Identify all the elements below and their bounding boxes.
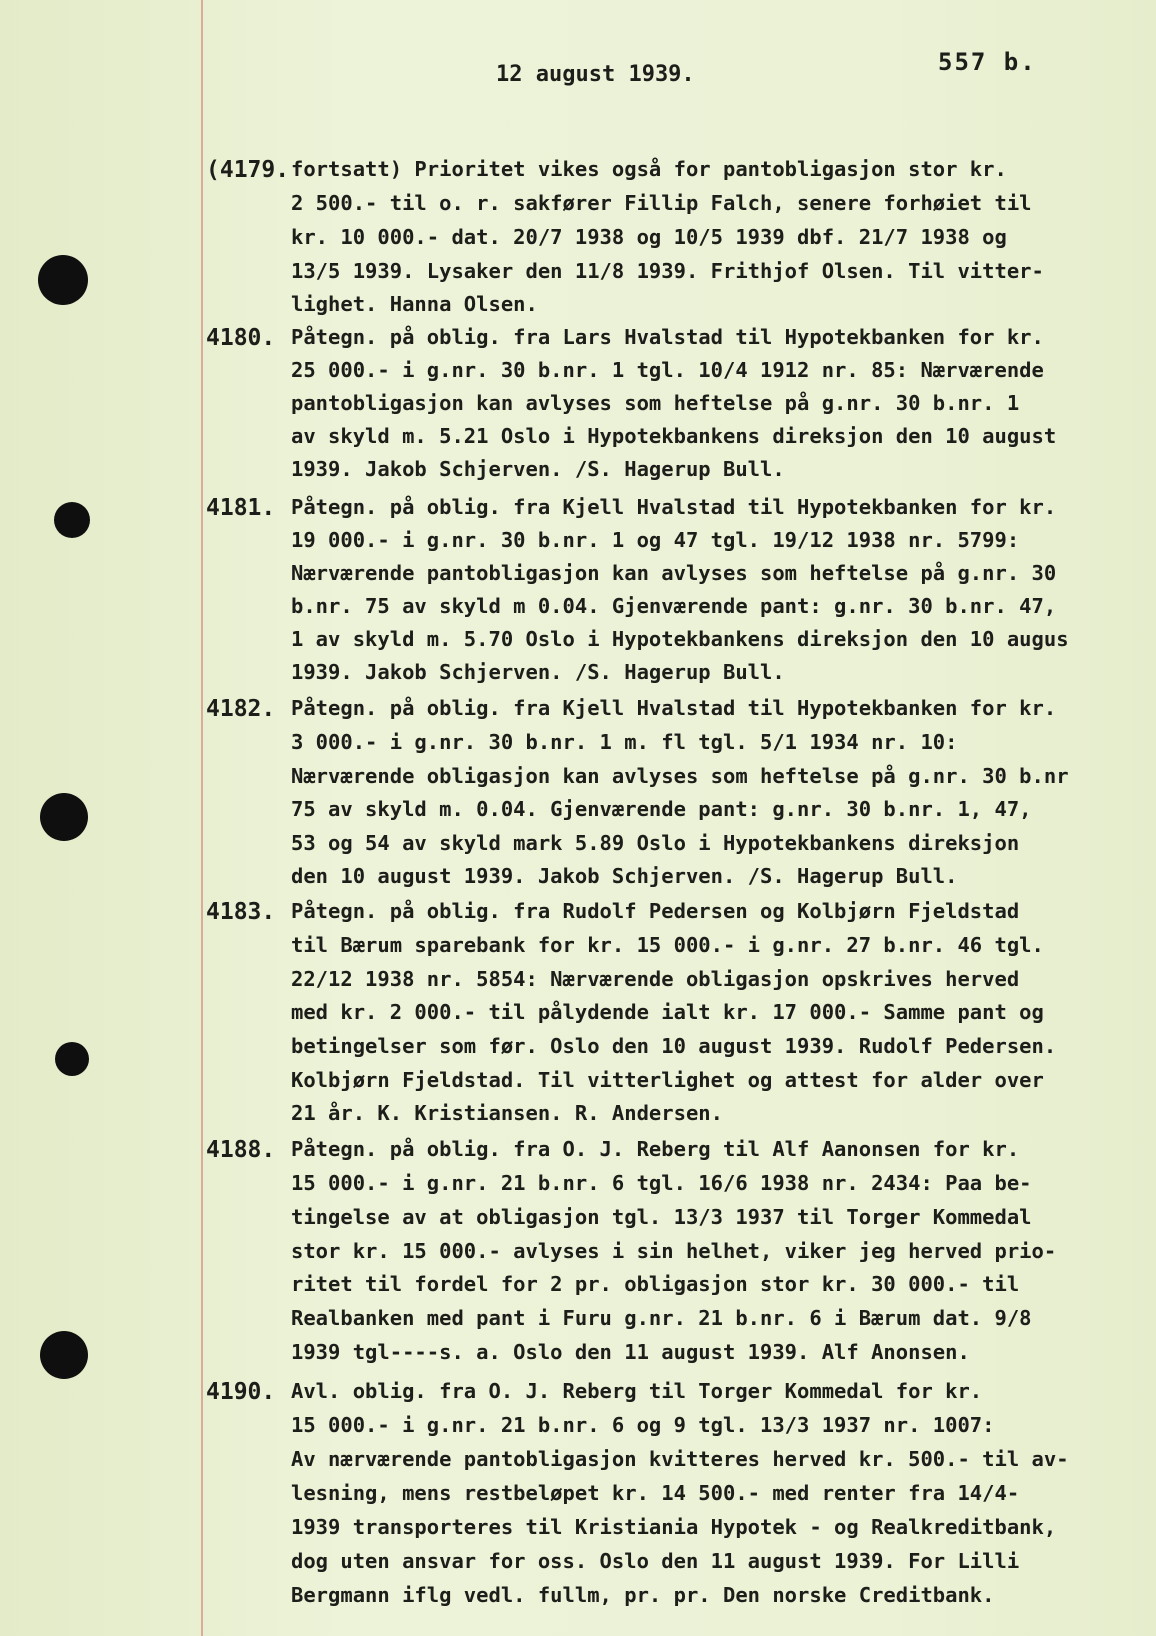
entry-line: 1939. Jakob Schjerven. /S. Hagerup Bull. <box>291 457 785 481</box>
entry-line: lighet. Hanna Olsen. <box>291 292 538 316</box>
entry-line: 1939. Jakob Schjerven. /S. Hagerup Bull. <box>291 660 785 684</box>
entry-number: (4179. <box>206 157 290 183</box>
entry-line: Påtegn. på oblig. fra Kjell Hvalstad til Hypotekbanken for kr. <box>291 495 1057 519</box>
entry-line: 2 500.- til o. r. sakfører Fillip Falch, senere forhøiet til <box>291 191 1032 215</box>
entry-line: Bergmann iflg vedl. fullm, pr. pr. Den norske Creditbank. <box>291 1583 995 1607</box>
binder-hole <box>55 1042 89 1076</box>
entry-line: Påtegn. på oblig. fra O. J. Reberg til Alf Aanonsen for kr. <box>291 1137 1020 1161</box>
entry-line: 25 000.- i g.nr. 30 b.nr. 1 tgl. 10/4 1912 nr. 85: Nærværende <box>291 358 1044 382</box>
entry-number: 4180. <box>206 325 276 351</box>
entry-line: av skyld m. 5.21 Oslo i Hypotekbankens direksjon den 10 august <box>291 424 1057 448</box>
entry-line: lesning, mens restbeløpet kr. 14 500.- med renter fra 14/4- <box>291 1481 1020 1505</box>
entry-line: til Bærum sparebank for kr. 15 000.- i g.nr. 27 b.nr. 46 tgl. <box>291 933 1044 957</box>
entry-line: 3 000.- i g.nr. 30 b.nr. 1 m. fl tgl. 5/1 1934 nr. 10: <box>291 730 958 754</box>
entry-line: med kr. 2 000.- til pålydende ialt kr. 17 000.- Samme pant og <box>291 1000 1044 1024</box>
entry-line: fortsatt) Prioritet vikes også for pantobligasjon stor kr. <box>291 157 1007 181</box>
page-date-header: 12 august 1939. <box>496 62 695 87</box>
binder-hole <box>40 793 88 841</box>
entry-line: 1939 tgl----s. a. Oslo den 11 august 1939. Alf Anonsen. <box>291 1340 970 1364</box>
entry-line: 53 og 54 av skyld mark 5.89 Oslo i Hypotekbankens direksjon <box>291 831 1020 855</box>
entry-line: Påtegn. på oblig. fra Rudolf Pedersen og Kolbjørn Fjeldstad <box>291 899 1020 923</box>
entry-line: 21 år. K. Kristiansen. R. Andersen. <box>291 1101 723 1125</box>
entry-line: 22/12 1938 nr. 5854: Nærværende obligasjon opskrives herved <box>291 967 1020 991</box>
binder-hole <box>40 1331 88 1379</box>
entry-line: 75 av skyld m. 0.04. Gjenværende pant: g.nr. 30 b.nr. 1, 47, <box>291 797 1032 821</box>
entry-number: 4181. <box>206 495 276 521</box>
entry-line: 15 000.- i g.nr. 21 b.nr. 6 tgl. 16/6 1938 nr. 2434: Paa be- <box>291 1171 1032 1195</box>
entry-line: Realbanken med pant i Furu g.nr. 21 b.nr. 6 i Bærum dat. 9/8 <box>291 1306 1032 1330</box>
entry-line: kr. 10 000.- dat. 20/7 1938 og 10/5 1939 dbf. 21/7 1938 og <box>291 225 1007 249</box>
entry-line: Avl. oblig. fra O. J. Reberg til Torger Kommedal for kr. <box>291 1379 983 1403</box>
entry-line: Av nærværende pantobligasjon kvitteres herved kr. 500.- til av- <box>291 1447 1069 1471</box>
entry-line: Nærværende obligasjon kan avlyses som heftelse på g.nr. 30 b.nr <box>291 764 1069 788</box>
entry-line: betingelser som før. Oslo den 10 august 1939. Rudolf Pedersen. <box>291 1034 1057 1058</box>
entry-line: 19 000.- i g.nr. 30 b.nr. 1 og 47 tgl. 19/12 1938 nr. 5799: <box>291 528 1020 552</box>
entry-number: 4183. <box>206 899 276 925</box>
entry-line: Påtegn. på oblig. fra Lars Hvalstad til Hypotekbanken for kr. <box>291 325 1044 349</box>
entry-line: 15 000.- i g.nr. 21 b.nr. 6 og 9 tgl. 13/3 1937 nr. 1007: <box>291 1413 995 1437</box>
entry-line: pantobligasjon kan avlyses som heftelse på g.nr. 30 b.nr. 1 <box>291 391 1020 415</box>
page-number: 557 b. <box>938 48 1037 76</box>
binder-hole <box>38 255 88 305</box>
entry-number: 4182. <box>206 696 276 722</box>
entry-line: 1939 transporteres til Kristiania Hypotek - og Realkreditbank, <box>291 1515 1057 1539</box>
entry-line: tingelse av at obligasjon tgl. 13/3 1937 til Torger Kommedal <box>291 1205 1032 1229</box>
entry-line: stor kr. 15 000.- avlyses i sin helhet, viker jeg herved prio- <box>291 1239 1057 1263</box>
entry-line: 1 av skyld m. 5.70 Oslo i Hypotekbankens direksjon den 10 augus <box>291 627 1069 651</box>
entry-number: 4190. <box>206 1379 276 1405</box>
entry-line: den 10 august 1939. Jakob Schjerven. /S. Hagerup Bull. <box>291 864 958 888</box>
entry-line: 13/5 1939. Lysaker den 11/8 1939. Frithjof Olsen. Til vitter- <box>291 259 1044 283</box>
entry-line: Påtegn. på oblig. fra Kjell Hvalstad til Hypotekbanken for kr. <box>291 696 1057 720</box>
entry-line: dog uten ansvar for oss. Oslo den 11 august 1939. For Lilli <box>291 1549 1020 1573</box>
entry-number: 4188. <box>206 1137 276 1163</box>
entry-line: Kolbjørn Fjeldstad. Til vitterlighet og attest for alder over <box>291 1068 1044 1092</box>
margin-rule <box>201 0 203 1636</box>
binder-hole <box>54 502 90 538</box>
entry-line: Nærværende pantobligasjon kan avlyses som heftelse på g.nr. 30 <box>291 561 1057 585</box>
entry-line: b.nr. 75 av skyld m 0.04. Gjenværende pant: g.nr. 30 b.nr. 47, <box>291 594 1057 618</box>
entry-line: ritet til fordel for 2 pr. obligasjon stor kr. 30 000.- til <box>291 1272 1020 1296</box>
